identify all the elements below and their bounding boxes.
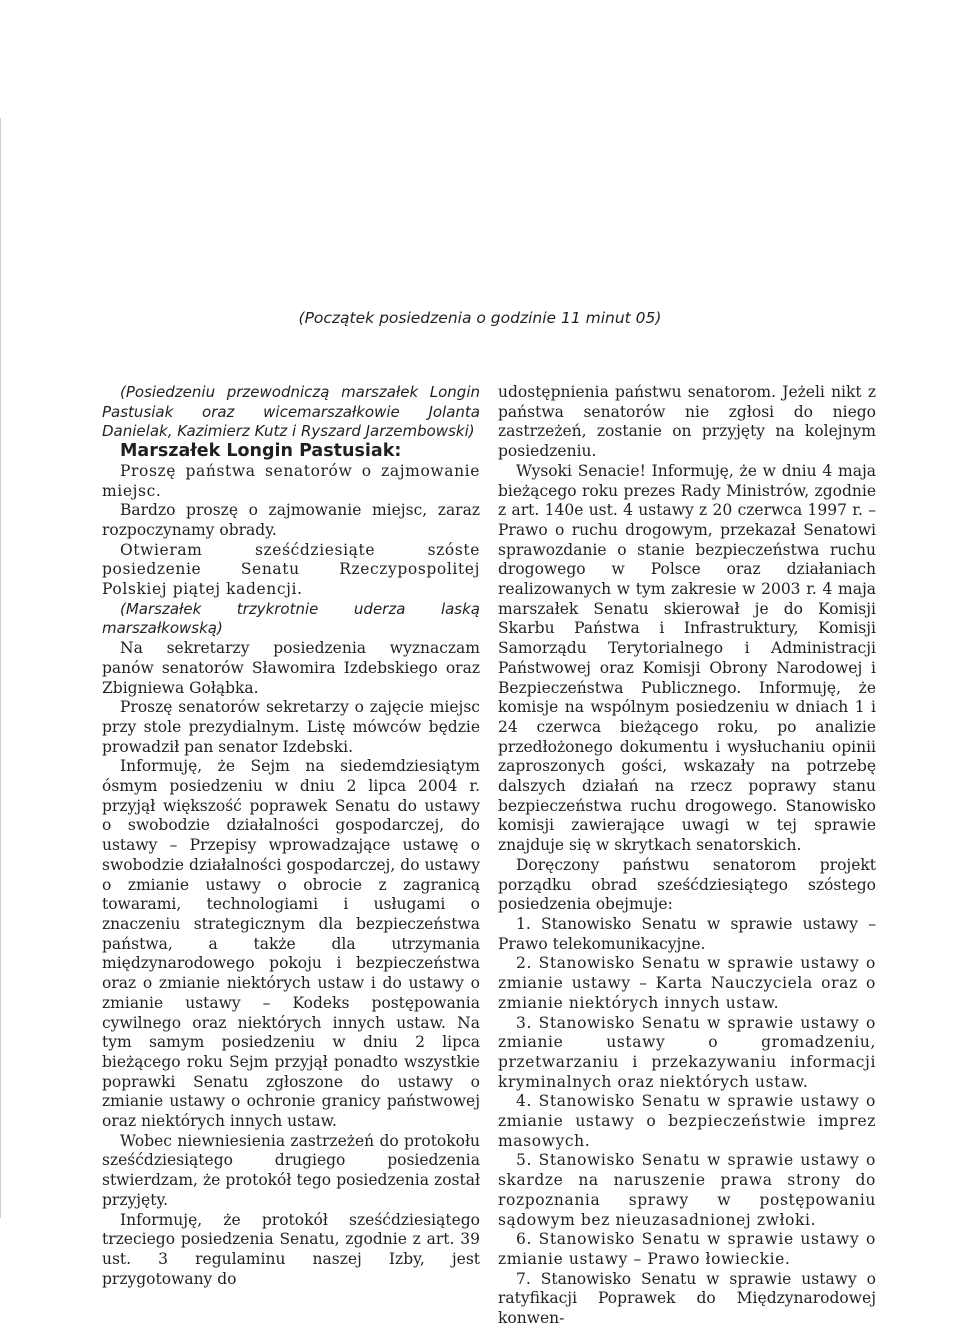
agenda-item: 1. Stanowisko Senatu w sprawie ustawy – Prawo telekomunikacyjne. xyxy=(498,914,876,953)
paragraph: Proszę państwa senatorów o zajmowanie miejsc. xyxy=(102,461,480,500)
left-column xyxy=(102,383,480,1289)
paragraph: Informuję, że Sejm na siedemdziesiątym ósmym posiedzeniu w dniu 2 lipca 2004 r. przyjął większość poprawek Senatu do ustawy o swobodzie działalności gospodarczej, do ustawy – Przepisy wprowadzające ustawę o swobodzie działalności gospodarczej, do ustawy o zmianie ustawy o obrocie z zagranicą towarami, technologiami i usługami o znaczeniu strategicznym dla bezpieczeństwa państwa, a także dla utrzymania międzynarodowego pokoju i bezpieczeństwa oraz o zmianie niektórych ustaw i do ustawy o zmianie ustawy – Kodeks postępowania cywilnego oraz niektórych innych ustaw. Na tym samym posiedzeniu w dniu 2 lipca bieżącego roku Sejm przyjął ponadto wszystkie poprawki Senatu zgłoszone do ustawy o zmianie ustawy o ochronie granicy państwowej oraz niektórych innych ustaw. xyxy=(102,757,480,1131)
paragraph: Doręczony państwu senatorom projekt porządku obrad sześćdziesiątego szóstego posiedzenia obejmuje: xyxy=(498,855,876,914)
paragraph: Otwieram sześćdziesiąte szóste posiedzenie Senatu Rzeczypospolitej Polskiej piątej kadencji. xyxy=(102,540,480,599)
agenda-item: 2. Stanowisko Senatu w sprawie ustawy o zmianie ustawy – Karta Nauczyciela oraz o zmianie niektórych innych ustaw. xyxy=(498,954,876,1012)
margin-rule xyxy=(0,118,1,1218)
agenda-item: 5. Stanowisko Senatu w sprawie ustawy o skardze na naruszenie prawa strony do rozpoznania sprawy w postępowaniu sądowym bez nieuzasadnionej zwłoki. xyxy=(498,1151,876,1229)
paragraph: Na sekretarzy posiedzenia wyznaczam panów senatorów Sławomira Izdebskiego oraz Zbigniewa Gołąbka. xyxy=(102,639,480,697)
agenda-item: 6. Stanowisko Senatu w sprawie ustawy o zmianie ustawy – Prawo łowieckie. xyxy=(498,1230,876,1268)
paragraph: Bardzo proszę o zajmowanie miejsc, zaraz rozpoczynamy obrady. xyxy=(102,501,480,539)
paragraph: Wysoki Senacie! Informuję, że w dniu 4 maja bieżącego roku prezes Rady Ministrów, zgodnie z art. 140e ust. 4 ustawy z 20 czerwca 1997 r. – Prawo o ruchu drogowym, przekazał Senatowi sprawozdanie o stanie bezpieczeństwa ruchu drogowego w Polsce oraz działaniach realizowanych w tym zakresie w 2003 r. 4 maja marszałek Senatu skierował je do Komisji Skarbu Państwa i Infrastruktury, Komisji Samorządu Terytorialnego i Administracji Państwowej oraz Komisji Obrony Narodowej i Bezpieczeństwa Publicznego. Informuję, że komisje na wspólnym posiedzeniu w dniach 1 i 24 czerwca bieżącego roku, po analizie przedłożonego dokumentu i wysłuchaniu opinii zaproszonych gości, wskazały na potrzebę dalszych działań na rzecz poprawy stanu bezpieczeństwa ruchu drogowego. Stanowisko komisji zawierające uwagi w tej sprawie znajduje się w skrytkach senatorskich. xyxy=(498,461,876,855)
paragraph: Wobec niewniesienia zastrzeżeń do protokołu sześćdziesiątego drugiego posiedzenia stwierdzam, że protokół tego posiedzenia został przyjęty. xyxy=(102,1131,480,1209)
paragraph: Proszę senatorów sekretarzy o zajęcie miejsc przy stole prezydialnym. Listę mówców będzie prowadził pan senator Izdebski. xyxy=(102,698,480,756)
session-start-note: (Początek posiedzenia o godzinie 11 minut 05) xyxy=(298,309,662,327)
speaker-heading: Marszałek Longin Pastusiak: xyxy=(120,441,402,462)
agenda-item: 4. Stanowisko Senatu w sprawie ustawy o zmianie ustawy o bezpieczeństwie imprez masowych. xyxy=(498,1092,876,1150)
paragraph: Informuję, że protokół sześćdziesiątego trzeciego posiedzenia Senatu, zgodnie z art. 39 ust. 3 regulaminu naszej Izby, jest przygotowany do xyxy=(102,1210,480,1288)
agenda-item: 7. Stanowisko Senatu w sprawie ustawy o ratyfikacji Poprawek do Międzynarodowej konwen- xyxy=(498,1269,876,1328)
stage-note: (Marszałek trzykrotnie uderza laską marszałkowską) xyxy=(102,599,480,638)
paragraph: udostępnienia państwu senatorom. Jeżeli nikt z państwa senatorów nie zgłosi do niego zastrzeżeń, zostanie on przyjęty na kolejnym posiedzeniu. xyxy=(498,383,876,461)
agenda-item: 3. Stanowisko Senatu w sprawie ustawy o zmianie ustawy o gromadzeniu, przetwarzaniu i przekazywaniu informacji kryminalnych oraz niektórych ustaw. xyxy=(498,1013,876,1091)
chair-note: (Posiedzeniu przewodniczą marszałek Longin Pastusiak oraz wicemarszałkowie Jolanta Danielak, Kazimierz Kutz i Ryszard Jarzembowski) xyxy=(102,383,480,441)
right-column xyxy=(498,383,876,1329)
